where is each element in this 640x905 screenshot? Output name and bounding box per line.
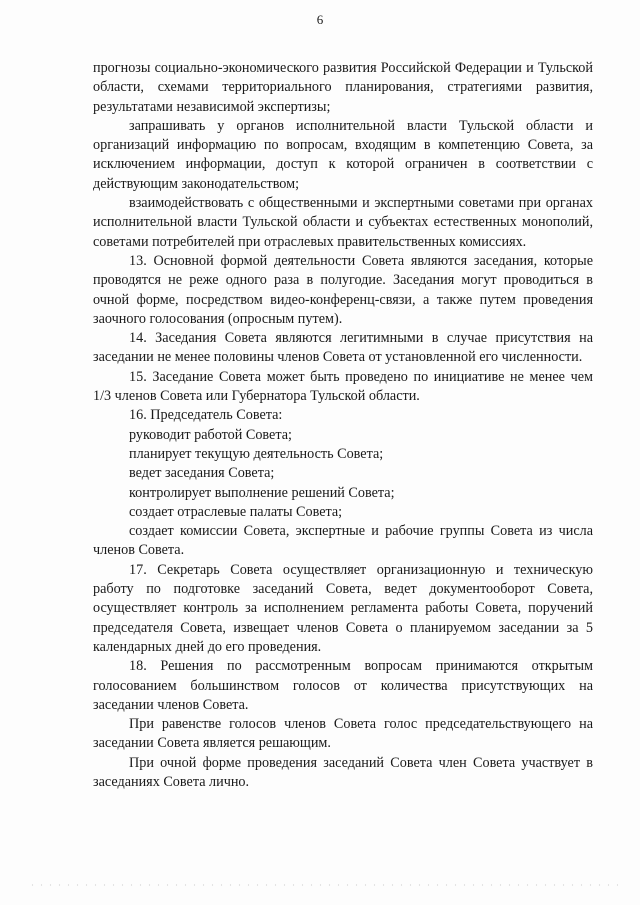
paragraph-interact-councils: взаимодействовать с общественными и экспертными советами при органах исполнительной власти Тульской области и субъектах естественных монополий, советами потребителей при отраслевых правительственных комиссиях.: [93, 195, 593, 250]
scan-artifact-dots: [28, 882, 618, 888]
paragraph-in-person: При очной форме проведения заседаний Совета член Совета участвует в заседаниях Совета лично.: [93, 754, 593, 790]
paragraph-continuation: прогнозы социально-экономического развития Российской Федерации и Тульской области, схемами территориального планирования, стратегиями развития, результатами независимой экспертизы;: [93, 60, 593, 115]
paragraph-18: 18. Решения по рассмотренным вопросам принимаются открытым голосованием большинством голосов от количества присутствующих на заседании членов Совета.: [93, 658, 593, 713]
paragraph-13: 13. Основной формой деятельности Совета являются заседания, которые проводятся не реже одного раза в полугодие. Заседания могут проводиться в очной форме, посредством видео-конференц-связи, а также путем проведения заочного голосования (опросным путем).: [93, 252, 593, 327]
paragraph-tie-vote: При равенстве голосов членов Совета голос председательствующего на заседании Совета является решающим.: [93, 716, 593, 752]
list-item-chairman: создает комиссии Совета, экспертные и рабочие группы Совета из числа членов Совета.: [93, 523, 593, 559]
list-item-chairman: руководит работой Совета;: [129, 426, 292, 443]
page-number: 6: [316, 12, 324, 27]
list-item-chairman: контролирует выполнение решений Совета;: [129, 484, 395, 501]
list-item-chairman: планирует текущую деятельность Совета;: [129, 445, 384, 462]
paragraph-14: 14. Заседания Совета являются легитимными в случае присутствия на заседании не менее половины членов Совета от установленной его численности.: [93, 330, 593, 366]
paragraph-17: 17. Секретарь Совета осуществляет организационную и техническую работу по подготовке заседаний Совета, ведет документооборот Совета, осуществляет контроль за исполнением регламента работы Совета, поручений председателя Совета, извещает членов Совета о планируемом заседании за 5 календарных дней до его проведения.: [93, 561, 593, 655]
document-body: [93, 59, 593, 792]
list-item-chairman: ведет заседания Совета;: [129, 465, 275, 482]
paragraph-15: 15. Заседание Совета может быть проведено по инициативе не менее чем 1/3 членов Совета или Губернатора Тульской области.: [93, 368, 593, 405]
list-item-chairman: создает отраслевые палаты Совета;: [129, 503, 343, 520]
paragraph-16: 16. Председатель Совета:: [129, 407, 283, 424]
paragraph-request-info: запрашивать у органов исполнительной власти Тульской области и организаций информацию по вопросам, входящим в компетенцию Совета, за исключением информации, доступ к которой ограничен в соответствии с действующим законодательством;: [93, 117, 593, 192]
